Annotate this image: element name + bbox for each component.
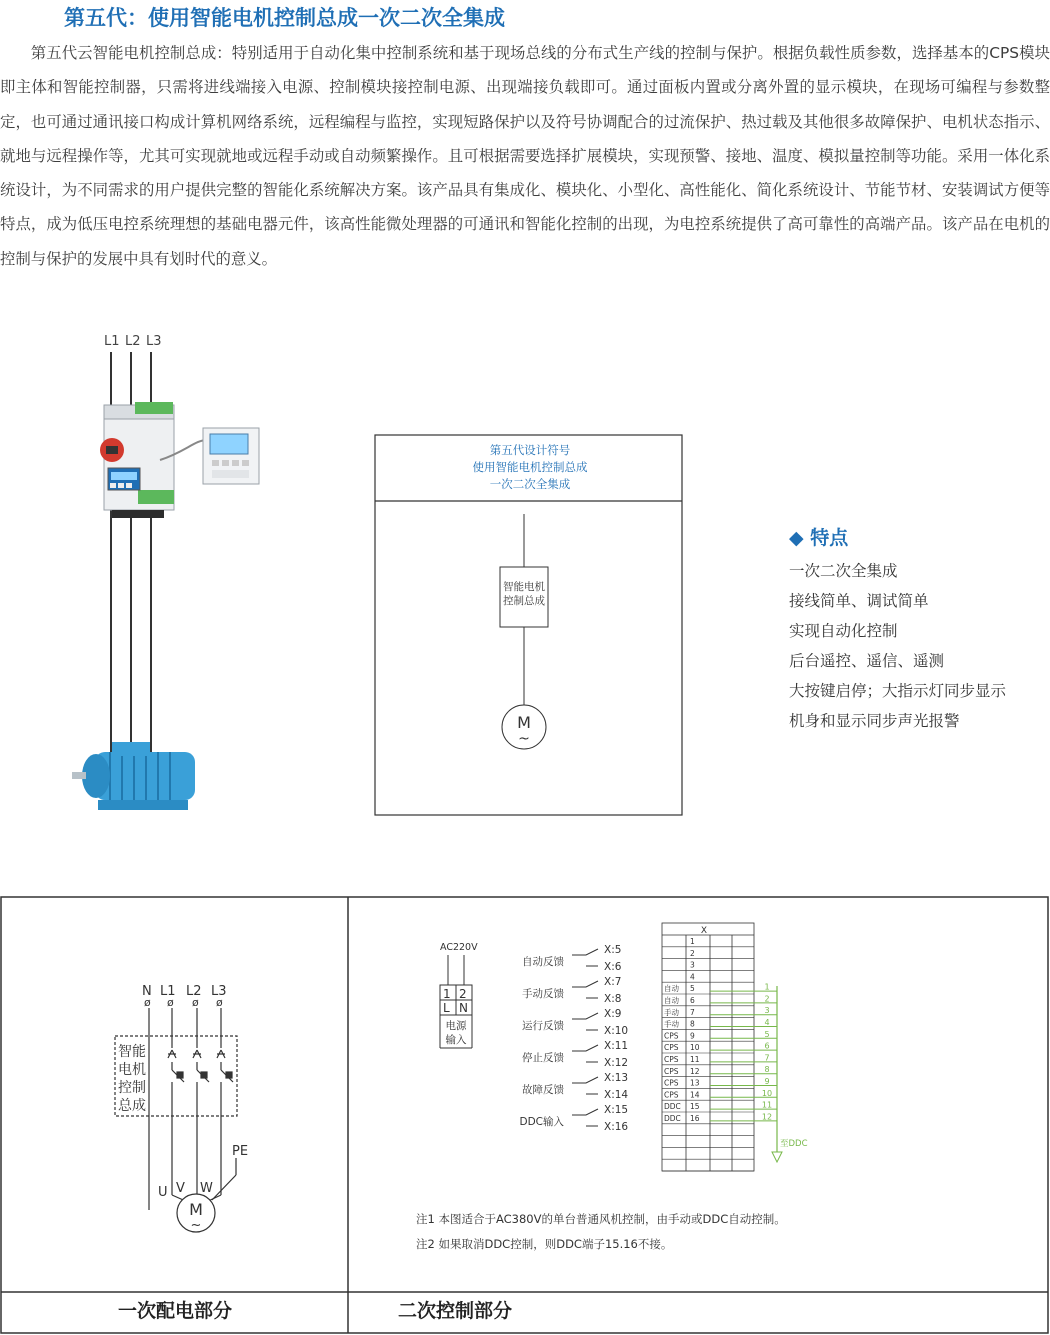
contact-label: 手动反馈 xyxy=(522,988,564,1000)
symbol-header-line-3: 一次二次全集成 xyxy=(489,477,571,491)
note-2: 注2 如果取消DDC控制，则DDC端子15.16不接。 xyxy=(416,1237,673,1251)
feature-item: 大按键启停；大指示灯同步显示 xyxy=(789,682,1007,700)
terminal-l3: L3 xyxy=(211,984,227,999)
terminal-w: W xyxy=(200,1181,213,1196)
ddc-wire-number: 11 xyxy=(761,1100,773,1110)
contact-b: X:16 xyxy=(604,1121,629,1133)
controller-label-1: 智能电机 xyxy=(503,581,545,593)
feature-item: 实现自动化控制 xyxy=(789,622,898,640)
contact-a: X:15 xyxy=(604,1104,629,1116)
contact-a: X:13 xyxy=(604,1072,629,1084)
terminal-row-number: 1 xyxy=(690,937,695,946)
design-symbol-box xyxy=(370,430,690,820)
feature-item: 接线简单、调试简单 xyxy=(789,592,929,610)
terminal-row-label: 手动 xyxy=(664,1019,679,1029)
feature-item: 一次二次全集成 xyxy=(789,562,898,580)
contact-b: X:8 xyxy=(604,993,622,1005)
terminal-table xyxy=(662,923,754,1171)
terminal-row-label: 自动 xyxy=(664,996,679,1005)
terminal-l1: L1 xyxy=(160,984,176,999)
primary-circuit xyxy=(115,984,237,1210)
terminal-row-number: 15 xyxy=(690,1102,700,1112)
terminal-n: N xyxy=(142,984,152,999)
contact-b: X:6 xyxy=(604,961,622,973)
terminal-row-number: 11 xyxy=(690,1055,700,1064)
terminal-row-number: 16 xyxy=(690,1114,700,1123)
terminal-row-number: 8 xyxy=(690,1019,695,1029)
phase-label-l1: L1 xyxy=(104,334,120,349)
phase-label-l2: L2 xyxy=(125,334,141,349)
contact-label: 自动反馈 xyxy=(522,956,564,968)
terminal-l2: L2 xyxy=(186,984,202,999)
power-letter-n: N xyxy=(459,1001,468,1015)
contact-manual-feedback xyxy=(522,976,621,1005)
features-title: 特点 xyxy=(810,527,849,549)
ddc-wire-number: 5 xyxy=(764,1029,770,1039)
wiring-table xyxy=(0,890,1050,1335)
intro-text: 第五代云智能电机控制总成：特别适用于自动化集中控制系统和基于现场总线的分布式生产线的控制与保护。根据负载性质参数，选择基本的CPS模块即主体和智能控制器，只需将进线端接入电源、控制模块接控制电源、出现端接负载即可。通过面板内置或分离外置的显示模块，在现场可编程与参数整定，也可通过通讯接口构成计算机网络系统，远程编程与监控，实现短路保护以及符号协调配合的过流保护、热过载及其他很多故障保护、电机状态指示、就地与远程操作等，尤其可实现就地或远程手动或自动频繁操作。且可根据需要选择扩展模块，实现预警、接地、温度、模拟量控制等功能。采用一体化系统设计，为不同需求的用户提供完整的智能化系统解决方案。该产品具有集成化、模块化、小型化、高性能化、简化系统设计、节能节材、安装调试方便等特点，成为低压电控系统理想的基础电器元件，该高性能微处理器的可通讯和智能化控制的出现，为电控系统提供了高可靠性的高端产品。该产品在电机的控制与保护的发展中具有划时代的意义。 xyxy=(0,44,1050,268)
power-num-1: 1 xyxy=(443,987,451,1001)
contact-label: 运行反馈 xyxy=(522,1020,564,1032)
terminal-row-number: 13 xyxy=(690,1078,700,1088)
note-1: 注1 本图适合于AC380V的单台普通风机控制，由手动或DDC自动控制。 xyxy=(416,1212,786,1226)
intro-paragraph xyxy=(0,36,1050,276)
svg-text:ø: ø xyxy=(167,996,174,1009)
pe-label: PE xyxy=(232,1144,249,1159)
diamond-bullet-icon: ◆ xyxy=(789,527,804,549)
power-letter-l: L xyxy=(443,1001,450,1015)
primary-device-label-2: 电机 xyxy=(118,1062,146,1078)
ddc-wire-number: 6 xyxy=(764,1041,770,1051)
terminal-header: X xyxy=(700,926,708,936)
contact-a: X:9 xyxy=(604,1008,622,1020)
terminal-row-number: 4 xyxy=(690,972,695,982)
ddc-wire-number: 3 xyxy=(764,1006,770,1016)
contact-fault-feedback xyxy=(522,1072,628,1101)
ddc-wire-number: 12 xyxy=(761,1112,773,1122)
contact-a: X:11 xyxy=(604,1040,629,1052)
contact-stop-feedback xyxy=(522,1040,628,1069)
ddc-wire-number: 10 xyxy=(761,1088,773,1098)
motor-letter: M xyxy=(517,713,531,732)
contacts-group xyxy=(519,944,628,1133)
feature-item: 后台遥控、遥信、遥测 xyxy=(789,652,945,670)
svg-text:ø: ø xyxy=(216,996,223,1009)
terminal-row-number: 10 xyxy=(690,1043,700,1053)
ddc-wire-number: 1 xyxy=(764,982,770,992)
power-label-1: 电源 xyxy=(445,1020,467,1032)
contact-b: X:10 xyxy=(604,1025,629,1037)
terminal-row-label: DDC xyxy=(664,1114,681,1123)
secondary-section-label: 二次控制部分 xyxy=(398,1300,513,1322)
terminal-row-number: 12 xyxy=(690,1066,700,1076)
power-num-2: 2 xyxy=(459,987,467,1001)
feature-item: 机身和显示同步声光报警 xyxy=(789,712,960,730)
terminal-row-label: CPS xyxy=(664,1066,679,1076)
contact-b: X:12 xyxy=(604,1057,629,1069)
svg-text:ø: ø xyxy=(192,996,199,1009)
power-voltage: AC220V xyxy=(440,942,478,953)
ddc-wire-number: 8 xyxy=(764,1065,770,1075)
page-title: 第五代：使用智能电机控制总成一次二次全集成 xyxy=(64,6,505,30)
terminal-row-number: 7 xyxy=(690,1007,695,1017)
terminal-row-number: 6 xyxy=(690,996,695,1005)
symbol-header-line-2: 使用智能电机控制总成 xyxy=(472,460,588,474)
terminal-row-number: 5 xyxy=(690,984,695,994)
terminal-row-label: CPS xyxy=(664,1043,679,1053)
svg-text:ø: ø xyxy=(144,996,151,1009)
motor-tilde: ~ xyxy=(518,731,530,747)
ddc-wiring xyxy=(710,983,808,1162)
terminal-row-label: CPS xyxy=(664,1031,679,1041)
contact-a: X:7 xyxy=(604,976,622,988)
terminal-row-label: DDC xyxy=(664,1102,681,1112)
primary-device-label-1: 智能 xyxy=(118,1044,146,1060)
symbol-header-line-1: 第五代设计符号 xyxy=(489,443,571,457)
terminal-row-number: 9 xyxy=(690,1031,695,1041)
terminal-row-number: 3 xyxy=(690,960,695,970)
contact-label: 停止反馈 xyxy=(522,1052,564,1064)
ddc-wire-number: 7 xyxy=(764,1053,770,1063)
power-label-2: 输入 xyxy=(445,1034,467,1046)
primary-device-label-3: 控制 xyxy=(118,1080,146,1096)
ddc-wire-number: 2 xyxy=(764,994,770,1004)
power-input-block xyxy=(440,942,478,1048)
ddc-wire-number: 9 xyxy=(764,1077,770,1086)
features-panel xyxy=(789,523,1049,736)
terminal-row-label: 自动 xyxy=(664,984,679,994)
phase-labels xyxy=(104,334,162,349)
primary-device-label-4: 总成 xyxy=(118,1098,146,1114)
terminal-u: U xyxy=(158,1185,168,1200)
ddc-wire-number: 4 xyxy=(764,1018,770,1027)
contact-label: DDC输入 xyxy=(519,1116,564,1128)
contact-auto-feedback xyxy=(522,944,622,973)
controller-label-2: 控制总成 xyxy=(503,595,545,607)
terminal-row-number: 14 xyxy=(690,1090,700,1100)
phase-label-l3: L3 xyxy=(146,334,162,349)
to-ddc-label: 至DDC xyxy=(780,1139,808,1149)
display-module xyxy=(203,428,259,484)
terminal-row-number: 2 xyxy=(690,948,695,958)
contact-ddc-input xyxy=(519,1104,628,1133)
terminal-rows xyxy=(662,937,754,1171)
product-photo xyxy=(70,325,280,825)
terminal-v: V xyxy=(176,1181,185,1196)
contact-b: X:14 xyxy=(604,1089,629,1101)
primary-motor-letter: M xyxy=(189,1200,203,1219)
motor-photo xyxy=(72,742,195,810)
contact-a: X:5 xyxy=(604,944,622,956)
features-heading xyxy=(789,523,1049,550)
terminal-row-label: 手动 xyxy=(664,1007,679,1017)
terminal-row-label: CPS xyxy=(664,1090,679,1100)
contact-run-feedback xyxy=(522,1008,628,1037)
terminal-row-label: CPS xyxy=(664,1055,679,1064)
primary-section-label: 一次配电部分 xyxy=(118,1300,233,1322)
terminal-row-label: CPS xyxy=(664,1078,679,1088)
contact-label: 故障反馈 xyxy=(522,1084,564,1096)
primary-motor-tilde: ~ xyxy=(190,1218,202,1233)
